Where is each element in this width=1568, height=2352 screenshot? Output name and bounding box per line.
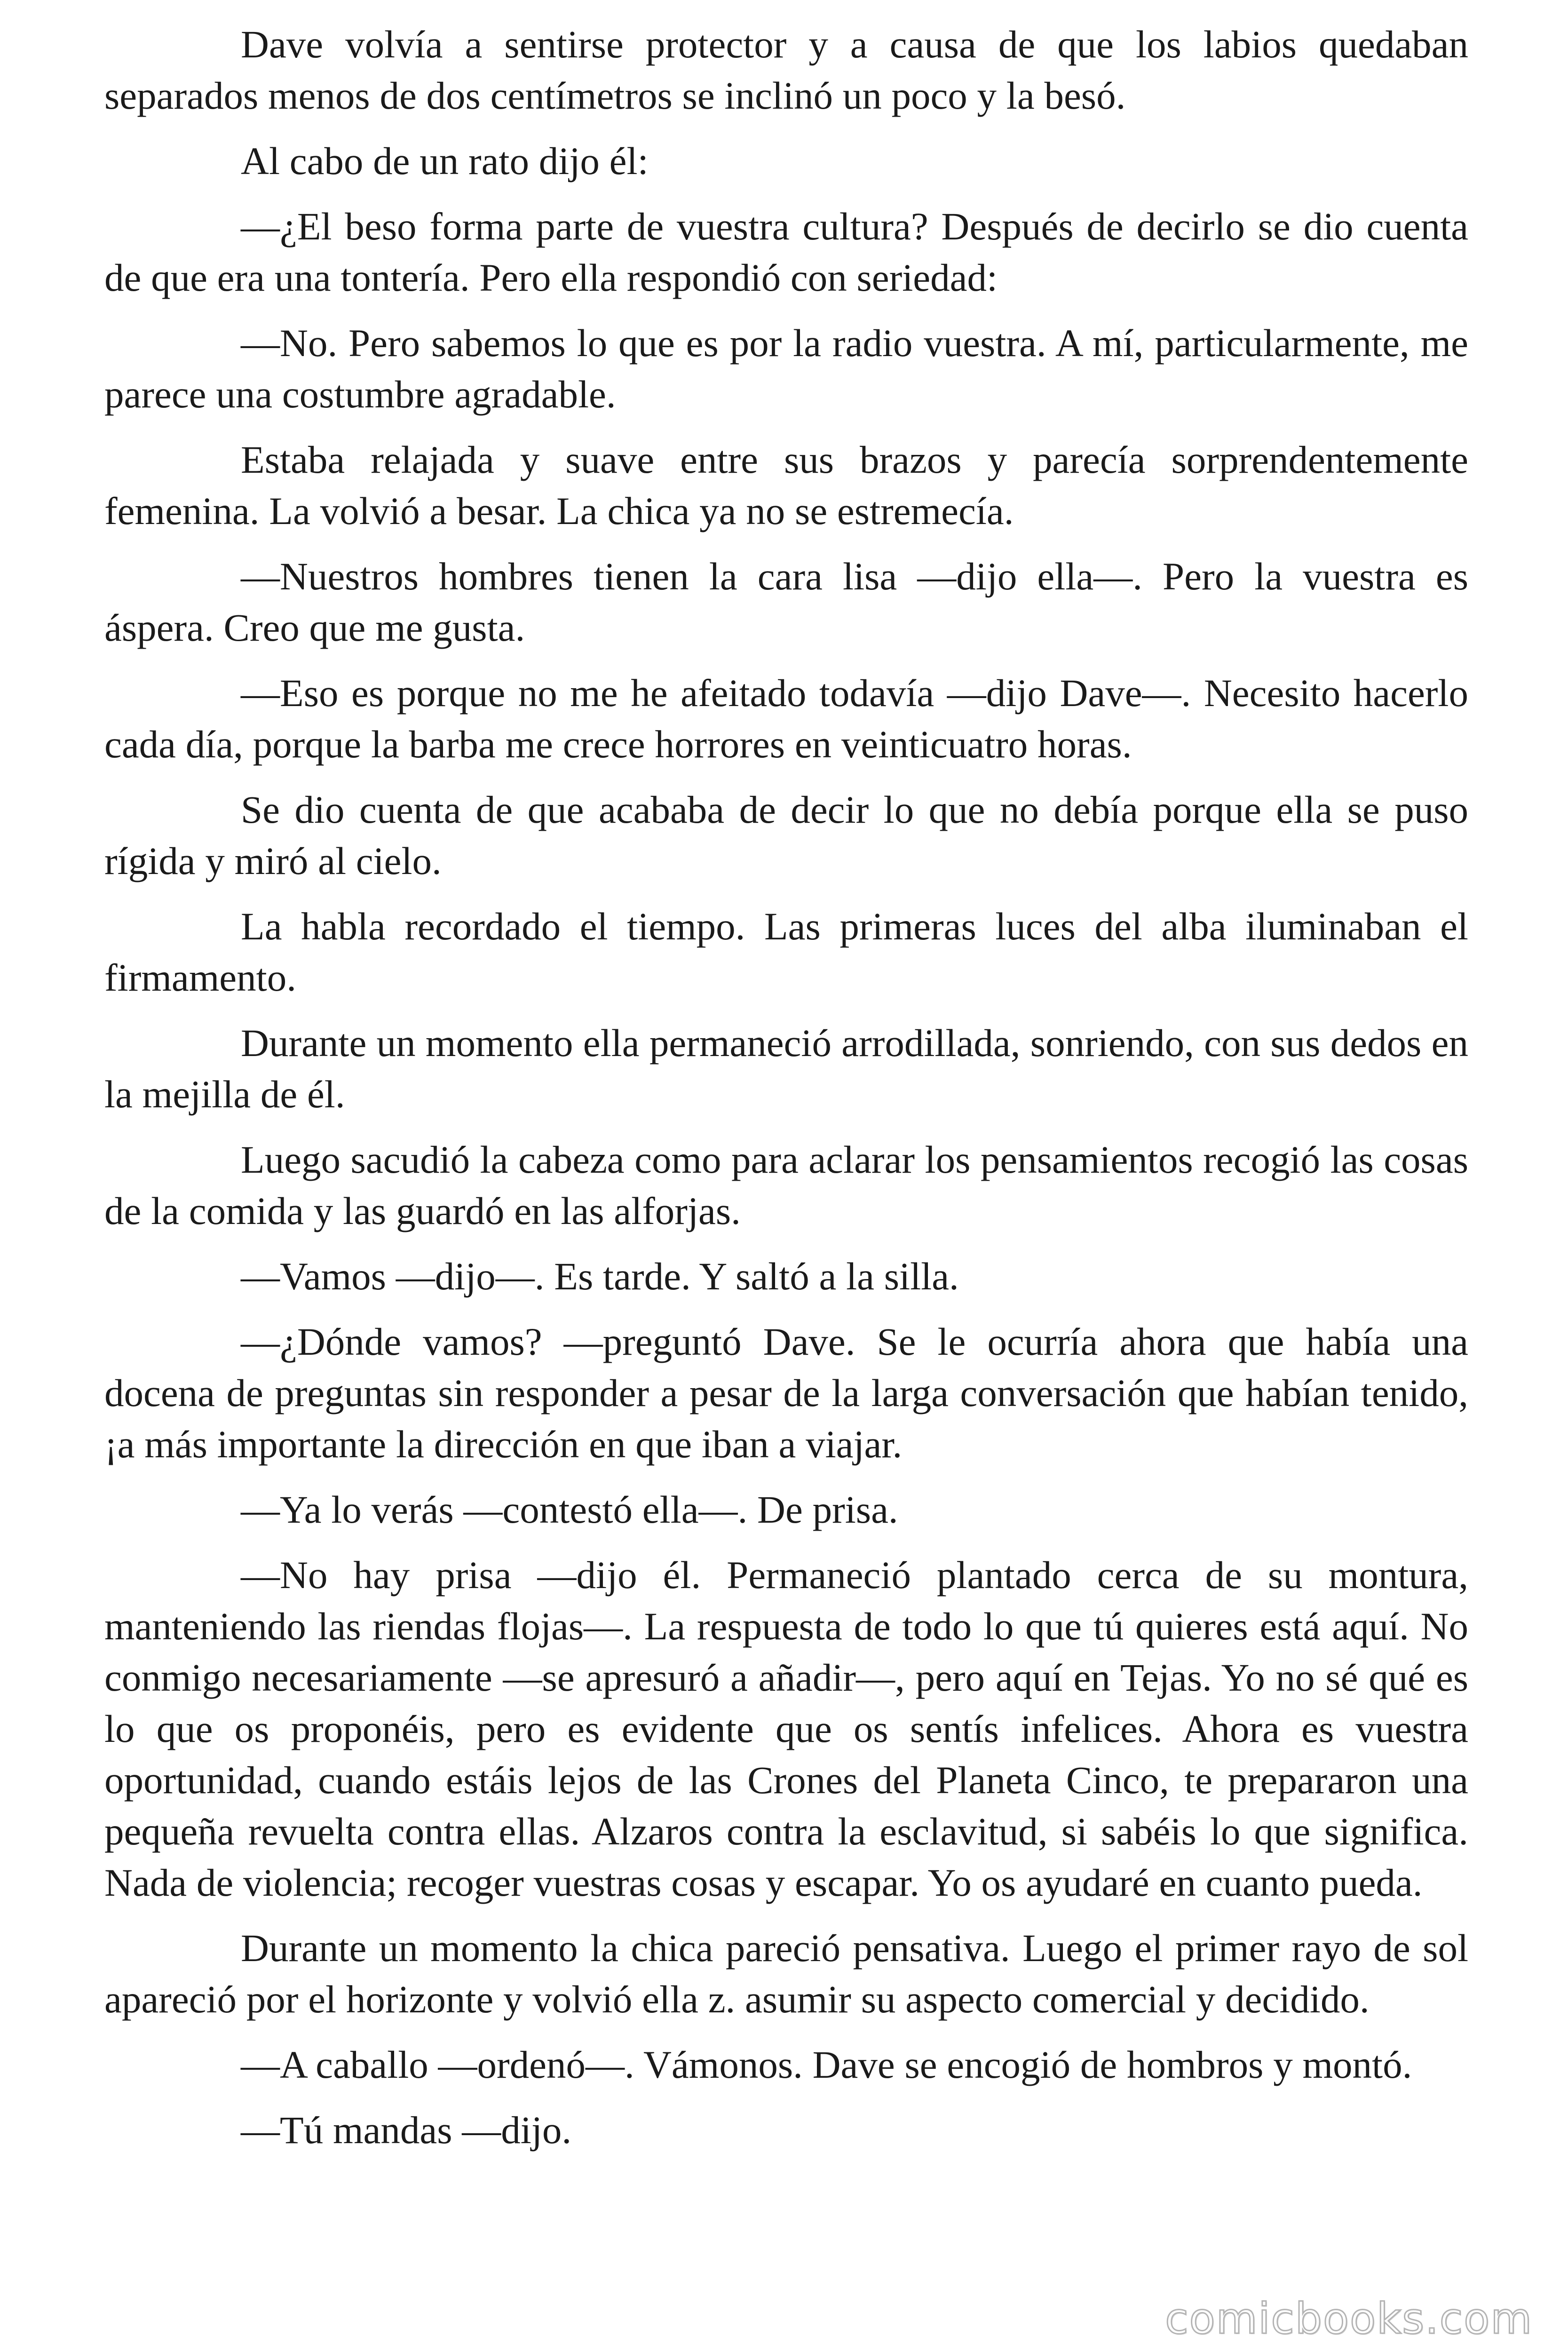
paragraph: —¿Dónde vamos? —preguntó Dave. Se le ocurría ahora que había una docena de preguntas sin responder a pesar de la larga conversación que habían tenido, ¡a más importante la dirección en que iban a viajar. [104, 1320, 1468, 1466]
paragraph: Al cabo de un rato dijo él: [241, 139, 649, 183]
watermark: comicbooks.com [1165, 2294, 1533, 2344]
paragraph: Durante un momento la chica pareció pensativa. Luego el primer rayo de sol apareció por el horizonte y volvió ella z. asumir su aspecto comercial y decidido. [104, 1926, 1468, 2021]
paragraph: —No. Pero sabemos lo que es por la radio vuestra. A mí, particularmente, me parece una costumbre agradable. [104, 321, 1468, 416]
paragraph: —Nuestros hombres tienen la cara lisa —dijo ella—. Pero la vuestra es áspera. Creo que me gusta. [104, 555, 1468, 649]
paragraph: —A caballo —ordenó—. Vámonos. Dave se encogió de hombros y montó. [241, 2043, 1412, 2086]
paragraph: Luego sacudió la cabeza como para aclarar los pensamientos recogió las cosas de la comida y las guardó en las alforjas. [104, 1138, 1468, 1232]
paragraph: —Vamos —dijo—. Es tarde. Y saltó a la silla. [241, 1255, 959, 1298]
paragraph: —Tú mandas —dijo. [241, 2108, 572, 2152]
document-page [104, 19, 1468, 2170]
paragraph: —Ya lo verás —contestó ella—. De prisa. [241, 1488, 898, 1531]
paragraph: Dave volvía a sentirse protector y a causa de que los labios quedaban separados menos de dos centímetros se inclinó un poco y la besó. [104, 23, 1468, 117]
paragraph: —No hay prisa —dijo él. Permaneció plantado cerca de su montura, manteniendo las riendas flojas—. La respuesta de todo lo que tú quieres está aquí. No conmigo necesariamente —se apresuró a añadir—, pero aquí en Tejas. Yo no sé qué es lo que os proponéis, pero es evidente que os sentís infelices. Ahora es vuestra oportunidad, cuando estáis lejos de las Crones del Planeta Cinco, te prepararon una pequeña revuelta contra ellas. Alzaros contra la esclavitud, si sabéis lo que significa. Nada de violencia; recoger vuestras cosas y escapar. Yo os ayudaré en cuanto pueda. [104, 1553, 1468, 1904]
paragraph: Durante un momento ella permaneció arrodillada, sonriendo, con sus dedos en la mejilla de él. [104, 1021, 1468, 1116]
paragraph: La habla recordado el tiempo. Las primeras luces del alba iluminaban el firmamento. [104, 905, 1468, 999]
paragraph: —¿El beso forma parte de vuestra cultura? Después de decirlo se dio cuenta de que era una tontería. Pero ella respondió con seriedad: [104, 205, 1468, 299]
paragraph: —Eso es porque no me he afeitado todavía —dijo Dave—. Necesito hacerlo cada día, porque la barba me crece horrores en veinticuatro horas. [104, 671, 1468, 766]
paragraph: Se dio cuenta de que acababa de decir lo que no debía porque ella se puso rígida y miró al cielo. [104, 788, 1468, 882]
paragraph: Estaba relajada y suave entre sus brazos y parecía sorprendentemente femenina. La volvió a besar. La chica ya no se estremecía. [104, 438, 1468, 532]
